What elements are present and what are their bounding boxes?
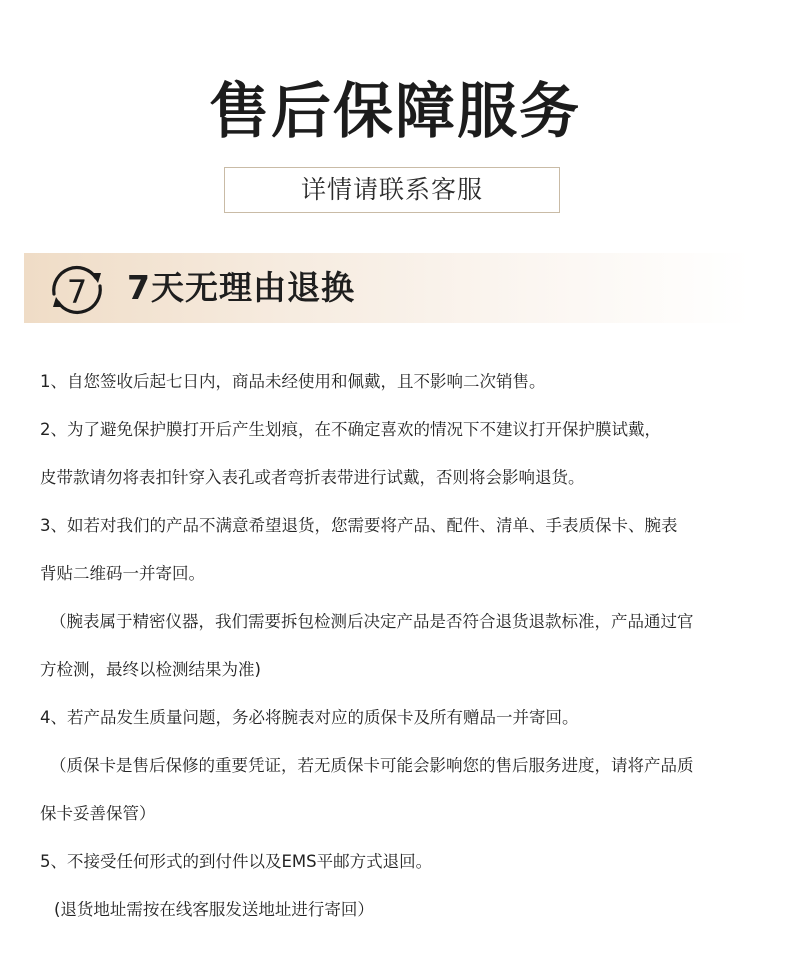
page-title: 售后保障服务 <box>209 77 581 147</box>
return-policy-banner <box>24 253 750 323</box>
policy-line: 2、为了避免保护膜打开后产生划痕，在不确定喜欢的情况下不建议打开保护膜试戴， <box>40 420 661 439</box>
policy-note-line: 方检测，最终以检测结果为准) <box>40 660 261 679</box>
contact-service-box <box>224 167 560 213</box>
policy-note-line: （腕表属于精密仪器，我们需要拆包检测后决定产品是否符合退货退款标准，产品通过官 <box>50 612 694 631</box>
policy-line: 皮带款请勿将表扣针穿入表孔或者弯折表带进行试戴，否则将会影响退货。 <box>40 468 585 487</box>
policy-note-line: 保卡妥善保管） <box>40 804 156 823</box>
seven-day-cycle-icon <box>44 261 110 319</box>
policy-line: 背贴二维码一并寄回。 <box>40 564 205 583</box>
policy-line: 4、若产品发生质量问题，务必将腕表对应的质保卡及所有赠品一并寄回。 <box>40 708 579 727</box>
policy-content <box>40 358 770 934</box>
policy-line: 1、自您签收后起七日内，商品未经使用和佩戴，且不影响二次销售。 <box>40 372 546 391</box>
banner-title: 7天无理由退换 <box>127 268 355 307</box>
policy-note-line: （质保卡是售后保修的重要凭证，若无质保卡可能会影响您的售后服务进度，请将产品质 <box>50 756 694 775</box>
policy-note-line: (退货地址需按在线客服发送地址进行寄回） <box>54 900 374 919</box>
policy-line: 5、不接受任何形式的到付件以及EMS平邮方式退回。 <box>40 852 433 871</box>
seven-day-number: 7 <box>66 273 88 311</box>
contact-service-text: 详情请联系客服 <box>300 175 483 204</box>
policy-line: 3、如若对我们的产品不满意希望退货，您需要将产品、配件、清单、手表质保卡、腕表 <box>40 516 678 535</box>
